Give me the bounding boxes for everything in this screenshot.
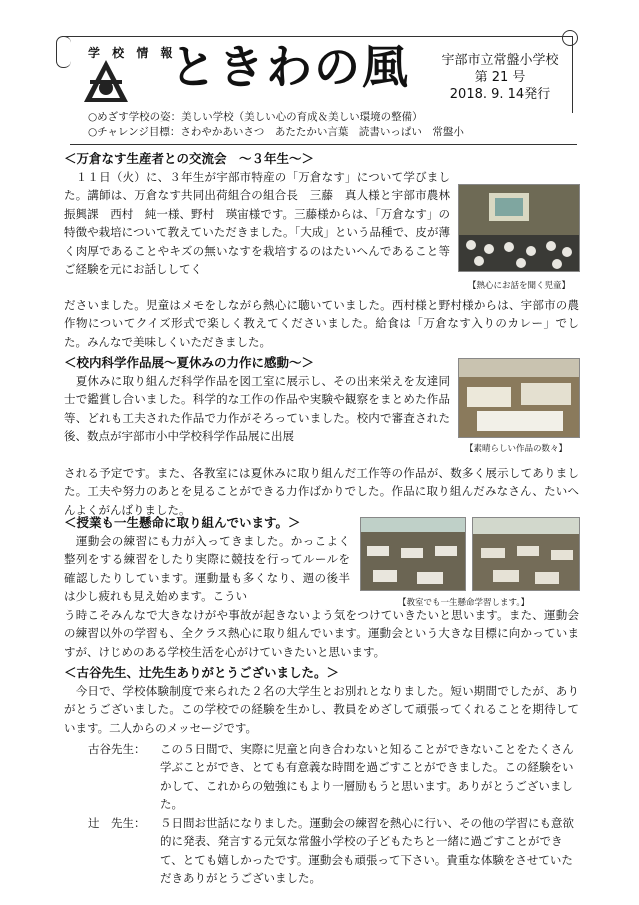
section-body: される予定です。また、各教室には夏休みに取り組んだ工作等の作品が、数多く展示してありました。工夫や努力のあとを見ることができる力作ばかりでした。作品に取り組んだみなさん、たいへんよくがんばりました。 [64,466,579,517]
photo-caption: 【教室でも一生懸命学習します。】 [398,598,530,608]
school-logo-icon [82,58,130,106]
section-heading: ＜万倉なす生産者との交流会 ～３年生～＞ [64,151,315,166]
photo-classroom-2 [472,517,580,591]
section-body-wrap: １１日（火）に、３年生が宇部市特産の「万倉なす」について学びました。講師は、万倉なす共同出荷組合の組合長 三藤 真人様と宇部市農林振興課 西村 純一様、野村 瑛宙様です。三藤様からは、「万倉なす」の特徴や栽培について教えていただきました。「大成」という品種で、皮が薄く肉厚であることやキズの無いなすを栽培するのはたいへんであること等ご経験を元にお話ししてく [64,170,450,277]
photo-caption: 【熱心にお話を聞く児童】 [468,281,571,291]
photo-caption: 【素晴らしい作品の数々】 [465,444,568,454]
photo-exhibit [458,358,580,438]
school-goals [88,110,464,140]
section-heading: ＜校内科学作品展～夏休みの力作に感動～＞ [64,355,315,370]
section-body: ださいました。児童はメモをしながら熱心に聴いていました。西村様と野村様からは、宇部市の農作物についてクイズ形式で楽しく教えてくださいました。給食は「万倉なす入りのカレー」でした。みんなで美味しくいただきました。 [64,298,579,349]
challenge-line: ○チャレンジ目標：さわやかあいさつ あたたかい言葉 読書いっぱい 常盤小 [88,126,464,138]
kicker: 学 校 情 報 [88,46,177,60]
message-text: ５日間お世話になりました。運動会の練習を熱心に行い、その他の学習にも意欲的に発表、発言する元気な常盤小学校の子どもたちと一緒に過ごすことができて、とても嬉しかったです。運動会も頑張って下さい。貴重な体験をさせていただきありがとうございました。 [160,816,574,886]
banner-scroll-right [562,30,578,46]
message-author: 古谷先生： [88,742,146,756]
section-body-wrap: 夏休みに取り組んだ科学作品を図工室に展示し、その出来栄えを友達同士で鑑賞し合いました。科学的な工作の作品や実験や観察をまとめた作品等、どれも工夫された作品で力作がそろっていました。校内で審査された後、数点が宇部市小中学校科学作品展に出展 [64,374,450,444]
school-name: 宇部市立常盤小学校 [441,53,559,68]
newsletter-title: ときわの風 [170,40,410,94]
photo-lecture [458,184,580,272]
section-body: 今日で、学校体験制度で来られた２名の大学生とお別れとなりました。短い期間でしたが、ありがとうございました。この学校での経験を生かし、教員をめざして頑張ってくれることを期待しています。二人からのメッセージです。 [64,684,579,735]
vision-line: ○めざす学校の姿：美しい学校（美しい心の育成＆美しい環境の整備） [88,111,423,123]
message-text: この５日間で、実際に児童と向き合わないと知ることができないことをたくさん学ぶことができ、とても有意義な時間を過ごすことができました。この経験をいかして、これからの勉強にもより一層励もうと思います。ありがとうございました。 [160,742,574,812]
message-author: 辻 先生： [88,816,146,830]
section-heading: ＜古谷先生、辻先生ありがとうございました。＞ [64,665,340,680]
school-info [430,52,570,103]
section-body: う時こそみんなで大きなけがや事故が起きないよう気をつけていきたいと思います。また、運動会の練習以外の学習も、全クラス熱心に取り組んでいます。運動会という大きな目標に向かっていますが、けじめのある学校生活を心がけていきたいと思います。 [64,608,579,659]
photo-classroom-1 [360,517,466,591]
issue-date: 2018. 9. 14発行 [449,87,551,102]
header-divider [70,144,577,145]
section-body-wrap: 運動会の練習にも力が入ってきました。かっこよく整列をする練習をしたり実際に競技を行ってルールを確認したりしています。運動量も多くなり、週の後半は少し疲れも見え始めます。こうい [64,534,350,604]
section-heading: ＜授業も一生懸命に取り組んでいます。＞ [64,515,301,530]
issue-number: 第 21 号 [474,70,526,85]
